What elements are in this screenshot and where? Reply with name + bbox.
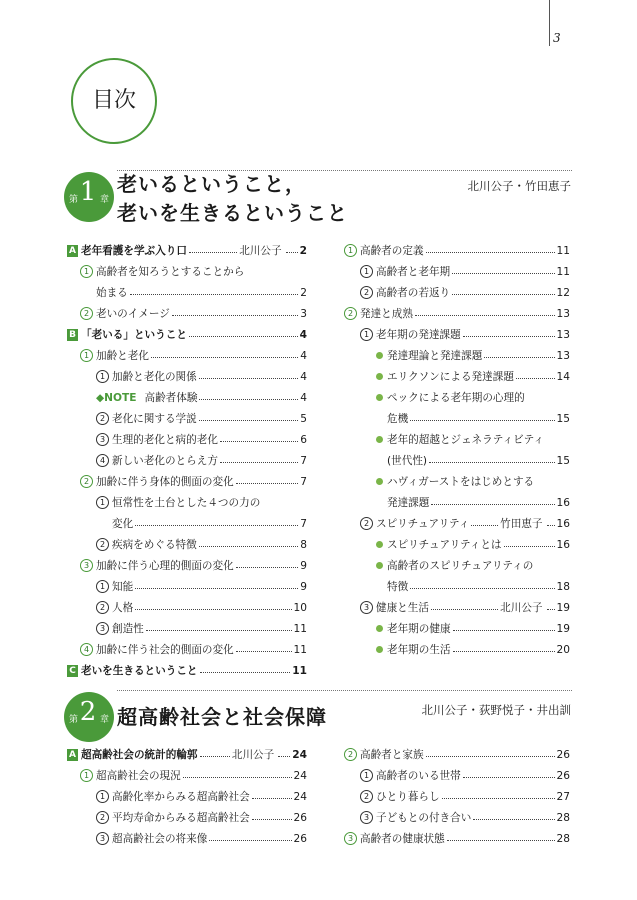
entry-title: 超高齢社会の現況 [96,770,181,782]
entry-author: 竹田恵子 [500,518,543,530]
entry-title: 始まる [96,287,128,299]
dot-leader [151,357,298,358]
toc-entry[interactable] [80,555,307,576]
bullet-icon [376,394,383,401]
entry-title: 創造性 [112,623,144,635]
dot-leader [189,252,237,253]
entry-page: 18 [556,580,570,593]
entry-page: 24 [293,790,307,803]
number-marker: 3 [360,811,373,824]
entry-title: 老年期の生活 [387,644,451,656]
entry-page: 9 [300,559,307,572]
entry-title: 高齢者のいる世帯 [376,770,461,782]
toc-entry-note[interactable] [96,387,307,408]
number-marker: 2 [360,790,373,803]
chapter-suffix: 章 [100,195,110,205]
number-marker: 2 [96,538,109,551]
entry-title: 人格 [112,602,134,614]
dot-leader [135,609,291,610]
bullet-icon [376,646,383,653]
header-rule [549,0,550,46]
entry-title: 新しい老化のとらえ方 [112,455,218,467]
entry-page: 12 [556,286,570,299]
number-marker: 1 [96,370,109,383]
dot-leader [220,462,298,463]
number-marker: 3 [96,832,109,845]
entry-title: スピリチュアリティ [376,518,470,530]
toc-entry[interactable] [80,639,307,660]
entry-title: 高齢者と家族 [360,749,424,761]
entry-title: 老年看護を学ぶ入り口 [81,245,187,257]
toc-entry[interactable] [344,240,570,261]
dot-leader [426,756,555,757]
entry-title: 子どもとの付き合い [376,812,472,824]
section-marker: B [67,329,78,341]
page-number: 3 [553,31,561,45]
toc-entry[interactable] [387,450,570,471]
entry-title: 老いを生きるということ [81,665,198,677]
toc-entry[interactable] [96,450,307,471]
toc-entry[interactable] [387,576,570,597]
toc-entry[interactable] [376,429,570,450]
entry-title: 高齢化率からみる超高齢社会 [112,791,250,803]
entry-page: 11 [556,244,570,257]
toc-entry[interactable] [96,429,307,450]
toc-entry[interactable] [96,786,307,807]
dot-leader [410,588,554,589]
entry-title: 健康と生活 [376,602,429,614]
entry-page: 4 [299,328,307,341]
toc-entry[interactable] [344,744,570,765]
entry-title: 老年期の健康 [387,623,451,635]
toc-entry[interactable] [112,513,307,534]
dot-leader [504,546,555,547]
bullet-icon [376,436,383,443]
toc-entry[interactable] [376,534,570,555]
entry-title: 老年的超越とジェネラティビティ [387,434,544,446]
toc-entry[interactable] [80,303,307,324]
toc-entry[interactable] [96,828,307,849]
section-marker: A [67,749,78,761]
number-marker: 2 [96,412,109,425]
entry-title: エリクソンによる発達課題 [387,371,514,383]
chapter-2-rule [117,690,572,691]
section-marker: A [67,245,78,257]
bullet-icon [376,541,383,548]
entry-title: 生理的老化と病的老化 [112,434,218,446]
dot-leader [236,567,299,568]
number-marker: 1 [96,496,109,509]
entry-page: 16 [556,496,570,509]
entry-author: 北川公子 [500,602,543,614]
dot-leader [199,546,299,547]
entry-page: 13 [556,328,570,341]
dot-leader [286,252,298,253]
dot-leader [199,420,299,421]
entry-page: 4 [300,349,307,362]
chapter-1-title-line-1: 老いるということ， [117,172,306,196]
bullet-icon [376,562,383,569]
toc-entry[interactable] [360,324,570,345]
entry-page: 11 [292,664,307,677]
dot-leader [200,672,291,673]
entry-title: 加齢と老化の関係 [112,371,197,383]
dot-leader [431,609,498,610]
chapter-1-authors: 北川公子・竹田恵子 [467,179,571,193]
entry-page: 16 [556,517,570,530]
entry-title: 発達課題 [387,497,430,509]
entry-page: 28 [556,832,570,845]
entry-title: 老化に関する学説 [112,413,197,425]
number-marker: 3 [344,832,357,845]
dot-leader [447,840,555,841]
dot-leader [431,504,554,505]
entry-page: 10 [293,601,307,614]
entry-title: 疾病をめぐる特徴 [112,539,197,551]
dot-leader [146,630,292,631]
toc-entry[interactable] [387,492,570,513]
dot-leader [547,609,555,610]
entry-page: 9 [300,580,307,593]
number-marker: 2 [344,307,357,320]
entry-page: 2 [299,244,307,257]
number-marker: 1 [360,769,373,782]
dot-leader [452,294,554,295]
entry-page: 5 [300,412,307,425]
chapter-number: 2 [79,697,97,727]
number-marker: 2 [96,601,109,614]
toc-entry[interactable] [96,576,307,597]
toc-entry[interactable] [376,471,570,492]
entry-page: 7 [300,475,307,488]
toc-entry[interactable] [360,786,570,807]
toc-entry[interactable] [80,471,307,492]
entry-page: 8 [300,538,307,551]
toc-entry[interactable] [96,408,307,429]
entry-title: 平均寿命からみる超高齢社会 [112,812,250,824]
toc-entry[interactable] [376,345,570,366]
toc-entry[interactable] [376,639,570,660]
dot-leader [463,777,555,778]
entry-title: 超高齢社会の将来像 [112,833,208,845]
entry-title: 高齢者の定義 [360,245,424,257]
toc-entry[interactable] [80,765,307,786]
dot-leader [252,798,292,799]
entry-title: 高齢者体験 [144,392,198,404]
entry-title: 加齢に伴う社会的側面の変化 [96,644,234,656]
dot-leader [172,315,298,316]
toc-entry-section-b[interactable] [67,324,307,345]
entry-page: 11 [556,265,570,278]
entry-title: ハヴィガーストをはじめとする [387,476,535,488]
dot-leader [209,840,291,841]
number-marker: 2 [344,748,357,761]
toc-entry[interactable] [344,828,570,849]
entry-title: 高齢者と老年期 [376,266,451,278]
number-marker: 4 [96,454,109,467]
toc-entry-section-a[interactable] [67,240,307,261]
section-marker: C [67,665,78,677]
toc-entry[interactable] [376,366,570,387]
entry-page: 4 [300,370,307,383]
entry-page: 13 [556,307,570,320]
entry-page: 15 [556,454,570,467]
toc-entry[interactable] [96,282,307,303]
toc-entry[interactable] [376,618,570,639]
dot-leader [452,273,554,274]
entry-title: 加齢に伴う身体的側面の変化 [96,476,234,488]
entry-title: 特徴 [387,581,409,593]
entry-title: 高齢者のスピリチュアリティの [387,560,534,572]
entry-title: 危機 [387,413,409,425]
entry-page: 14 [556,370,570,383]
number-marker: 4 [80,643,93,656]
entry-page: 6 [300,433,307,446]
entry-title: 老年期の発達課題 [376,329,461,341]
chapter-2-title: 超高齢社会と社会保障 [117,705,327,729]
chapter-number: 1 [79,177,97,207]
toc-entry[interactable] [360,765,570,786]
chapter-1-title-line-2: 老いを生きるということ [117,201,348,225]
chapter-prefix: 第 [69,715,79,725]
toc-entry[interactable] [360,261,570,282]
dot-leader [426,252,555,253]
entry-title: 加齢に伴う心理的側面の変化 [96,560,234,572]
number-marker: 2 [80,307,93,320]
entry-title: 高齢者の若返り [376,287,451,299]
entry-title: 発達と成熟 [360,308,413,320]
dot-leader [200,756,230,757]
entry-title: 「老いる」ということ [81,329,187,341]
number-marker: 1 [360,265,373,278]
dot-leader [236,483,299,484]
number-marker: 1 [360,328,373,341]
number-marker: 3 [80,559,93,572]
entry-page: 7 [300,517,307,530]
entry-page: 19 [556,601,570,614]
number-marker: 3 [360,601,373,614]
toc-entry-section-a[interactable] [67,744,307,765]
toc-entry[interactable] [96,597,307,618]
toc-entry[interactable] [96,492,307,513]
entry-title: 加齢と老化 [96,350,149,362]
entry-page: 27 [556,790,570,803]
entry-title: (世代性) [387,455,428,467]
entry-page: 24 [292,748,307,761]
entry-title: 超高齢社会の統計的輪郭 [81,749,198,761]
toc-entry[interactable] [96,366,307,387]
number-marker: 1 [344,244,357,257]
dot-leader [220,441,298,442]
dot-leader [135,588,298,589]
dot-leader [516,378,555,379]
dot-leader [442,798,555,799]
entry-page: 16 [556,538,570,551]
entry-page: 26 [293,811,307,824]
dot-leader [236,651,292,652]
number-marker: 2 [360,517,373,530]
number-marker: 2 [96,811,109,824]
entry-title: ひとり暮らし [376,791,440,803]
toc-entry[interactable] [360,807,570,828]
entry-page: 26 [556,769,570,782]
entry-title: 発達理論と発達課題 [387,350,483,362]
dot-leader [130,294,298,295]
entry-page: 3 [300,307,307,320]
entry-page: 19 [556,622,570,635]
toc-entry[interactable] [376,555,570,576]
dot-leader [183,777,292,778]
number-marker: 3 [96,622,109,635]
number-marker: 1 [80,265,93,278]
bullet-icon [376,478,383,485]
bullet-icon [376,625,383,632]
dot-leader [473,819,554,820]
page-title: 目次 [91,88,136,113]
number-marker: 1 [80,349,93,362]
chapter-2-badge [64,692,114,742]
entry-author: 北川公子 [231,749,275,761]
toc-entry[interactable] [360,282,570,303]
dot-leader [415,315,555,316]
number-marker: 1 [96,790,109,803]
toc-entry[interactable] [360,513,570,534]
toc-entry[interactable] [96,534,307,555]
number-marker: 3 [96,433,109,446]
bullet-icon [376,352,383,359]
dot-leader [484,357,554,358]
entry-page: 11 [293,622,307,635]
entry-title: 知能 [112,581,134,593]
entry-title: ペックによる老年期の心理的 [387,392,525,404]
toc-entry[interactable] [376,387,570,408]
entry-page: 24 [293,769,307,782]
entry-title: 高齢者を知ろうとすることから [96,266,245,278]
entry-page: 20 [556,643,570,656]
dot-leader [429,462,554,463]
entry-author: 北川公子 [239,245,282,257]
dot-leader [199,399,298,400]
dot-leader [252,819,292,820]
dot-leader [471,525,498,526]
entry-page: 26 [556,748,570,761]
entry-title: スピリチュアリティとは [387,539,502,551]
dot-leader [463,336,555,337]
entry-page: 26 [293,832,307,845]
dot-leader [453,651,555,652]
chapter-2-authors: 北川公子・荻野悦子・井出訓 [421,703,571,717]
dot-leader [453,630,555,631]
chapter-1-badge [64,172,114,222]
toc-entry[interactable] [387,408,570,429]
dot-leader [189,336,298,337]
note-marker: ◆NOTE [96,391,137,404]
entry-page: 15 [556,412,570,425]
number-marker: 1 [96,580,109,593]
toc-entry[interactable] [80,345,307,366]
dot-leader [410,420,554,421]
bullet-icon [376,373,383,380]
dot-leader [199,378,299,379]
toc-entry[interactable] [96,807,307,828]
entry-page: 13 [556,349,570,362]
entry-page: 7 [300,454,307,467]
entry-page: 11 [293,643,307,656]
toc-entry[interactable] [360,597,570,618]
dot-leader [278,756,290,757]
dot-leader [135,525,298,526]
toc-entry-section-c[interactable] [67,660,307,681]
number-marker: 2 [80,475,93,488]
entry-title: 変化 [112,518,134,530]
entry-title: 高齢者の健康状態 [360,833,445,845]
number-marker: 2 [360,286,373,299]
dot-leader [547,525,555,526]
toc-entry[interactable] [96,618,307,639]
entry-title: 恒常性を土台とした４つの力の [112,497,261,509]
toc-entry[interactable] [344,303,570,324]
chapter-suffix: 章 [100,715,110,725]
entry-page: 28 [556,811,570,824]
chapter-prefix: 第 [69,195,79,205]
entry-page: 2 [300,286,307,299]
toc-entry[interactable] [80,261,307,282]
number-marker: 1 [80,769,93,782]
entry-title: 老いのイメージ [96,308,170,320]
entry-page: 4 [300,391,307,404]
